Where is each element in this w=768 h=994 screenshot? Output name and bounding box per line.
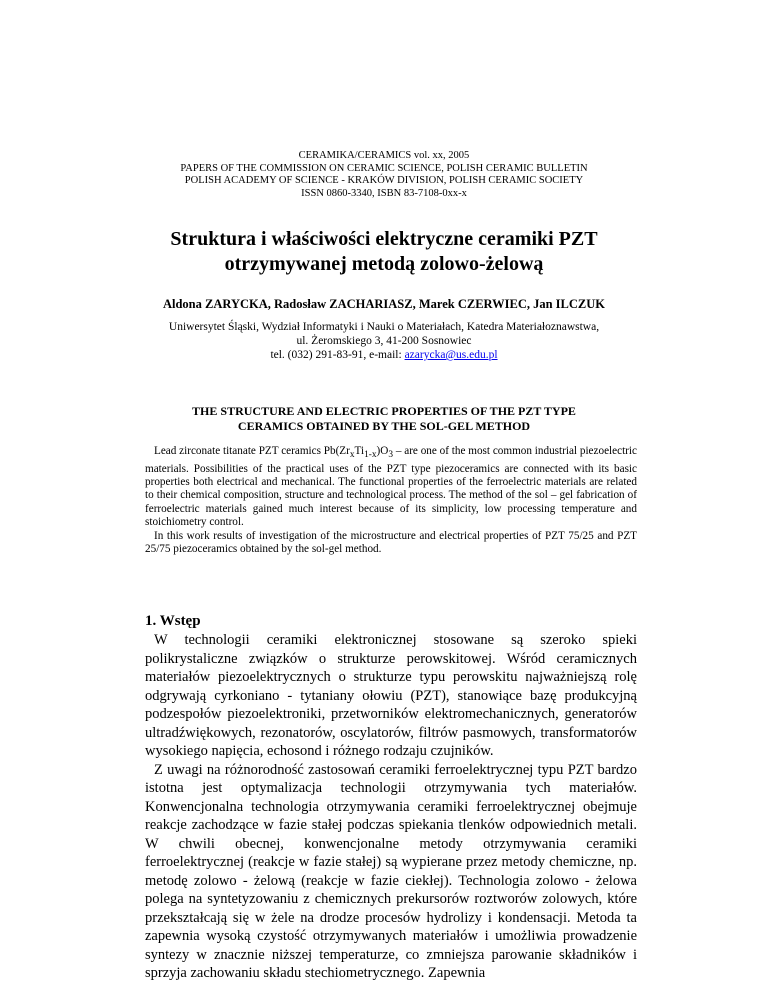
header-line-3: POLISH ACADEMY OF SCIENCE - KRAKÓW DIVISION, POLISH CERAMIC SOCIETY: [184, 175, 584, 186]
paper-title: [0, 227, 768, 277]
section-body: [145, 631, 637, 983]
abstract-paragraph-2: In this work results of investigation of the microstructure and electrical properties of PZT 75/25 and PZT 25/75 piezoceramics obtained by the sol-gel method.: [145, 529, 637, 556]
english-title-line-2: CERAMICS OBTAINED BY THE SOL-GEL METHOD: [237, 418, 531, 433]
header-line-4: ISSN 0860-3340, ISBN 83-7108-0xx-x: [301, 187, 467, 199]
header-line-2: PAPERS OF THE COMMISSION ON CERAMIC SCIENCE, POLISH CERAMIC BULLETIN: [180, 162, 588, 174]
body-paragraph-2: Z uwagi na różnorodność zastosowań ceramiki ferroelektrycznej typu PZT bardzo istotna jest optymalizacja technologii otrzymywania tych materiałów. Konwencjonalna technologia otrzymywania ceramiki ferroelektrycznej obejmuje reakcje zachodzące w fazie stałej podczas spiekania tlenków odpowiednich metali. W chwili obecnej, konwencjonalne metody otrzymywania ceramiki ferroelektrycznej (reakcje w fazie stałej) są wypierane przez metody chemiczne, np. metodę zolowo - żelową (reakcje w fazie ciekłej). Technologia zolowo - żelowa polega na syntetyzowaniu z chemicznych prekursorów roztworów zolowych, które przekształcają się w żele na drodze procesów hydrolizy i kondensacji. Metoda ta zapewnia wysoką czystość otrzymywanych materiałów i umożliwia prowadzenie syntezy w znacznie niższej temperaturze, co zmniejsza parowanie składników i sprzyja zachowaniu składu stechiometrycznego. Zapewnia: [145, 761, 637, 981]
journal-header: [0, 150, 768, 200]
title-line-2: otrzymywanej metodą zolowo-żelową: [224, 253, 544, 275]
affiliation: [0, 320, 768, 362]
section-heading: 1. Wstęp: [145, 613, 201, 629]
english-title: [0, 404, 768, 433]
abstract-paragraph-1: Lead zirconate titanate PZT ceramics $Pb(Zr_xTi_{1-x})O_3$ – are one of the most common industrial piezoelectric materials. Possibilities of the practical uses of the PZT type piezoceramics are connected with its basic properties both electrical and mechanical. The functional properties of the ferroelectric materials are related to their chemical composition, structure and technological process. The method of the sol – gel fabrication of ferroelectric materials gained much interest because of its simplicity, low processing temperature and stoichiometry control.: [145, 445, 637, 529]
english-title-line-1: THE STRUCTURE AND ELECTRIC PROPERTIES OF THE PZT TYPE: [192, 404, 576, 418]
contact-prefix: tel. (032) 291-83-91, e-mail:: [270, 349, 405, 361]
abstract: [145, 445, 637, 556]
header-line-1: CERAMIKA/CERAMICS vol. xx, 2005: [298, 150, 470, 161]
title-line-1: Struktura i właściwości elektryczne ceramiki PZT: [170, 228, 598, 250]
affiliation-line-2: ul. Żeromskiego 3, 41-200 Sosnowiec: [296, 335, 472, 347]
body-paragraph-1: W technologii ceramiki elektronicznej stosowane są szeroko spieki polikrystaliczne związków o strukturze perowskitowej. Wśród ceramicznych materiałów piezoelektrycznych o strukturze typu perowskitu najważniejszą rolę odgrywają cyrkoniano - tytaniany ołowiu (PZT), stanowiące bazę produkcyjną podzespołów piezoelektroniki, przetworników elektromechanicznych, generatorów ultradźwiękowych, rezonatorów, oscylatorów, filtrów pasmowych, transformatorów wysokiego napięcia, echosond i różnego rodzaju czujników.: [145, 632, 637, 759]
email-link[interactable]: azarycka@us.edu.pl: [404, 349, 498, 361]
contact-line: [0, 348, 768, 362]
affiliation-line-1: Uniwersytet Śląski, Wydział Informatyki i Nauki o Materiałach, Katedra Materiałoznawstwa,: [168, 321, 600, 333]
authors: Aldona ZARYCKA, Radosław ZACHARIASZ, Marek CZERWIEC, Jan ILCZUK: [162, 297, 605, 311]
